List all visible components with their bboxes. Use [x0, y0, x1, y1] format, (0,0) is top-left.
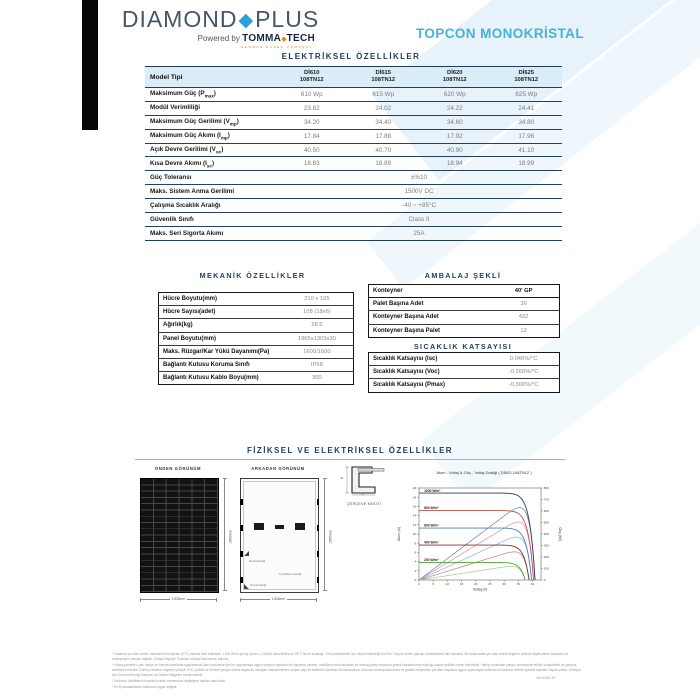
junction-box-connector-left [254, 523, 264, 530]
cell-value: 40.50 [276, 143, 348, 157]
back-annotation: Topraklama Deliği [279, 572, 302, 576]
logo-word-plus: PLUS [255, 6, 320, 32]
svg-text:600 W/m²: 600 W/m² [424, 523, 439, 528]
svg-text:Güç (W): Güç (W) [558, 527, 562, 541]
svg-text:8: 8 [414, 541, 417, 546]
table-header-row [145, 67, 562, 88]
svg-text:5: 5 [432, 582, 435, 586]
back-height-dimension: 1965mm [324, 478, 325, 591]
row-label: Maks. Seri Sigorta Akımı [145, 226, 276, 240]
footnote: * Ürünlerin özelliklerini önceden haber vermeksizin değiştirme hakkını saklı tutar. [112, 678, 226, 683]
table-row [159, 332, 354, 345]
cell-value: IP68 [281, 358, 354, 371]
table-row [145, 101, 562, 115]
cell-value: 24.02 [348, 101, 420, 115]
table-row [369, 285, 560, 298]
svg-text:20: 20 [412, 486, 417, 491]
row-label: Kısa Devre Akımı $(I_{sc})$ [145, 157, 276, 171]
svg-text:15: 15 [459, 582, 464, 586]
table-row [145, 115, 562, 129]
panel-front-view [140, 478, 219, 593]
svg-text:10: 10 [445, 582, 450, 586]
cell-value: 34.60 [419, 115, 491, 129]
section-divider [135, 459, 565, 460]
mounting-slots-left [240, 479, 243, 592]
back-annotation: Montaj Deliği [249, 559, 266, 563]
cell-value: 28.5 [281, 319, 354, 332]
cell-value: 41.10 [491, 143, 563, 157]
row-label: Modül Verimliliği [145, 101, 276, 115]
svg-text:18: 18 [412, 495, 417, 500]
row-label: Güvenlik Sınıfı [145, 213, 276, 227]
svg-text:20: 20 [474, 582, 478, 586]
row-label: Güç Toleransı [145, 171, 276, 185]
model-column-header: Dİ620 108TN12 [419, 67, 491, 88]
drain-hole-mark [244, 584, 249, 589]
svg-text:Voltaj (V): Voltaj (V) [472, 587, 488, 592]
junction-box-connector-right [295, 523, 305, 530]
row-label: Panel Boyutu(mm) [159, 332, 281, 345]
table-row [369, 311, 560, 324]
cell-value: 40.90 [419, 143, 491, 157]
cell-value: 17.88 [348, 129, 420, 143]
table-row [159, 345, 354, 358]
row-label: Maksimum Güç $(P_{max})$ [145, 88, 276, 102]
cell-value: ±%10 [276, 171, 562, 185]
svg-text:35: 35 [516, 582, 521, 586]
powered-by-line [118, 33, 323, 44]
svg-text:200 W/m²: 200 W/m² [424, 558, 439, 563]
table-row [159, 319, 354, 332]
diamond-icon: ◆ [238, 10, 255, 31]
panel-back-view [240, 478, 319, 593]
cell-value: 615 Wp [348, 88, 420, 102]
table-row [369, 366, 560, 379]
cell-value: 34.80 [491, 115, 563, 129]
logo-word-diamond: DIAMOND [121, 6, 238, 32]
cell-value: 17.92 [419, 129, 491, 143]
svg-text:800: 800 [543, 486, 549, 491]
row-label: Maks. Sistem Anma Gerilimi [145, 185, 276, 199]
svg-text:700: 700 [543, 497, 549, 502]
row-label: Konteyner Başına Palet [369, 324, 489, 337]
table-row [145, 213, 562, 227]
svg-text:0: 0 [414, 578, 417, 583]
cell-value: 18.94 [419, 157, 491, 171]
packaging-table [368, 284, 560, 338]
back-width-dimension: 1303mm [240, 599, 317, 600]
cell-value: 40.70 [348, 143, 420, 157]
cell-value: 625 Wp [491, 88, 563, 102]
brand-tech: TECH [286, 33, 315, 44]
powered-by-label: Powered by [197, 34, 243, 43]
svg-text:25: 25 [488, 582, 492, 586]
footnote: * Güneş panelleri; çatı, bahçe ve benzeri alanlarda uygulanacak olan kurulumlar için bu uygulamaya uygun yangına dayanıklı bir kaplama üzerine, modüllerin arka tabanları ile montaj yüzeyi arasında yeterli havalandırma boşluğu olacak şekilde monte edilmelidir. Yanlış kurulumlar yangın durumunda tehlike oluşturabilir ve yangına sebebiyet verebilir. Güneş panelleri; saydam yüzeyli, PVC, plastik ve benzeri yangın riskine dayanıklı olmayan malzemelerden oluşan yapı ve sistemler üzerinde kurulmamalıdır. Kurulum montaj kılavuzuna ve garanti belgesinde yer alan koşullara uygun yapılmayan kullanım ve kusurlar ürünleri garanti kapsamı dışına çıkarır. Detaylar için Kurulum Montaj Kılavuzu ve Garanti Belgeleri incelenmelidir. [112, 663, 581, 677]
drain-hole-mark [244, 551, 249, 556]
table-row [369, 324, 560, 337]
brand-tagline: GERMAN BASED COMPANY [241, 45, 313, 49]
svg-text:100: 100 [543, 566, 549, 571]
footnote: * Yukarıda yer alan veriler, standart test koşulları (STC) altında elde edilmiştir: 1.000 W/m² güneş ışınımı, 1,5(AM) hava kütlesi ve 25°C hücre sıcaklığı. Tüm parametreler için ölçüm belirsizliği %±3'tür. Gerçek veriler yapılan sözleşmelere tabi olacaktır. Bu dokümanda yer alan teknik değerler sadece bilgilendirme amaçlıdır ve sözleşmenin parçası değildir. Detaylı bilgi için 'Kurulum Montaj Kılavuzuna' bakınız. [112, 652, 569, 661]
cell-value: 1965x1303x30 [281, 332, 354, 345]
cell-value: 25A [276, 226, 562, 240]
front-width-dimension: 1303mm [140, 599, 217, 600]
table-row [159, 372, 354, 385]
brand-tomma: TOMMA [242, 33, 282, 44]
row-label: Sıcaklık Katsayısı (Pmax) [369, 379, 489, 392]
svg-text:300: 300 [543, 543, 549, 548]
svg-text:0: 0 [543, 578, 546, 583]
svg-text:0: 0 [418, 582, 420, 586]
svg-text:4: 4 [414, 559, 417, 564]
table-row [159, 306, 354, 319]
cell-value: 17.84 [276, 129, 348, 143]
svg-text:2: 2 [414, 568, 417, 573]
frame-width-dim: 30 [361, 492, 365, 496]
model-column-header: Dİ615 108TN12 [348, 67, 420, 88]
frame-cross-section [338, 464, 390, 506]
cell-value: 1600/1600 [281, 345, 354, 358]
svg-text:200: 200 [543, 555, 549, 560]
junction-box-center [275, 525, 284, 529]
svg-text:30: 30 [502, 582, 506, 586]
cell-value: 1500V DC [276, 185, 562, 199]
cell-value: 34.40 [348, 115, 420, 129]
cell-value: -0.300%/°C [488, 379, 559, 392]
cell-value: 17.96 [491, 129, 563, 143]
row-label: Maks. Rüzgar/Kar Yükü Dayanımı(Pa) [159, 345, 281, 358]
temperature-section-title: SICAKLIK KATSAYISI [413, 342, 513, 351]
row-label: Bağlantı Kutusu Kablo Boyu(mm) [159, 372, 281, 385]
cell-value: 108 (18x6) [281, 306, 354, 319]
cell-value: 432 [488, 311, 559, 324]
model-column-header: Dİ610 108TN12 [276, 67, 348, 88]
cell-value: 23.82 [276, 101, 348, 115]
mounting-slots-right [317, 479, 320, 592]
svg-text:1000 W/m²: 1000 W/m² [424, 488, 441, 493]
table-row [145, 185, 562, 199]
table-row [145, 171, 562, 185]
cell-value: 24.22 [419, 101, 491, 115]
footnote: * Ev içi standartlarda kullanıma uygun değildir. [112, 685, 178, 690]
svg-text:10: 10 [412, 532, 417, 537]
row-label: Sıcaklık Katsayısı (Voc) [369, 366, 489, 379]
row-label: Maksimum Güç Akımı $(I_{mp})$ [145, 129, 276, 143]
chart-title: Akım - Voltaj & Güç - Voltaj Grafiği ( Dİ620-108TN12 ) [436, 470, 532, 475]
diamond-plus-logo [118, 6, 323, 49]
cell-value: 40' GP [488, 285, 559, 298]
svg-text:400: 400 [543, 532, 549, 537]
table-row [145, 129, 562, 143]
cell-value: 18.83 [276, 157, 348, 171]
temperature-table [368, 352, 560, 393]
table-row [369, 379, 560, 392]
cell-value: 300 [281, 372, 354, 385]
packaging-section-title: AMBALAJ ŞEKLİ [424, 271, 502, 280]
row-label: Maksimum Güç Gerilimi $(V_{mp})$ [145, 115, 276, 129]
cell-value: 610 Wp [276, 88, 348, 102]
model-type-header: Model Tipi [145, 67, 276, 88]
cell-value: Class II [276, 213, 562, 227]
svg-text:40: 40 [530, 582, 535, 586]
cell-value: 18.99 [491, 157, 563, 171]
frame-height-dim: 30 [340, 476, 344, 480]
row-label: Sıcaklık Katsayısı (Isc) [373, 356, 438, 363]
svg-text:14: 14 [412, 513, 417, 518]
front-height-dimension: 1965mm [224, 478, 225, 591]
cell-value: 18.89 [348, 157, 420, 171]
row-label: Ağırlık(kg) [159, 319, 281, 332]
frame-section-label: ÇERÇEVE KESİTİ [347, 502, 381, 506]
cell-value: 210 x 105 [304, 296, 330, 303]
table-row [159, 358, 354, 371]
back-view-label: ARKADAN GÖRÜNÜM [251, 466, 305, 471]
iv-chart-plot [393, 476, 575, 608]
table-row [159, 293, 354, 306]
iv-power-chart [393, 470, 575, 613]
svg-text:500: 500 [543, 520, 549, 525]
electrical-section-title: ELEKTRİKSEL ÖZELLİKLER [281, 52, 421, 61]
table-row [369, 353, 560, 366]
svg-text:Akım (A): Akım (A) [397, 527, 401, 541]
version-label: Ver.2020.10 [536, 676, 556, 680]
table-row [145, 143, 562, 157]
page-title: TOPCON MONOKRİSTAL [416, 26, 584, 41]
svg-text:400 W/m²: 400 W/m² [424, 540, 439, 545]
cell-value: 24.41 [491, 101, 563, 115]
table-row [145, 88, 562, 102]
mechanical-table [158, 292, 354, 385]
row-label: Bağlantı Kutusu Koruma Sınıfı [159, 358, 281, 371]
front-view-label: ÖNDEN GÖRÜNÜM [154, 466, 202, 471]
cell-value: 12 [488, 324, 559, 337]
svg-text:600: 600 [543, 509, 549, 514]
table-row [369, 298, 560, 311]
cell-value: -40 ~ +85°C [276, 199, 562, 213]
svg-text:800 W/m²: 800 W/m² [424, 506, 439, 511]
row-label: Konteyner Başına Adet [369, 311, 489, 324]
mechanical-section-title: MEKANİK ÖZELLİKLER [199, 271, 306, 280]
cell-value: 0.040%/°C [509, 356, 538, 363]
cell-value: 34.20 [276, 115, 348, 129]
brand-diamond-icon: ◆ [281, 36, 287, 43]
cell-value: 620 Wp [419, 88, 491, 102]
table-row [145, 157, 562, 171]
model-column-header: Dİ625 108TN12 [491, 67, 563, 88]
table-row [145, 226, 562, 240]
row-label: Konteyner [369, 285, 489, 298]
row-label: Hücre Sayısı(adet) [159, 306, 281, 319]
table-row [145, 199, 562, 213]
logo-wordmark [118, 6, 323, 33]
row-label: Açık Devre Gerilimi $(V_{oc})$ [145, 143, 276, 157]
physical-section-title: FİZİKSEL VE ELEKTRİKSEL ÖZELLİKLER [247, 446, 453, 455]
cell-value: -0.260%/°C [488, 366, 559, 379]
electrical-table [145, 66, 562, 241]
svg-text:12: 12 [412, 522, 417, 527]
svg-text:6: 6 [414, 550, 417, 555]
back-annotation: Drenaj Deliği [250, 583, 267, 587]
row-label: Palet Başına Adet [369, 298, 489, 311]
cell-value: 36 [488, 298, 559, 311]
row-label: Çalışma Sıcaklık Aralığı [145, 199, 276, 213]
row-label: Hücre Boyutu(mm) [163, 296, 218, 303]
svg-text:16: 16 [412, 504, 417, 509]
footnotes [112, 652, 584, 692]
